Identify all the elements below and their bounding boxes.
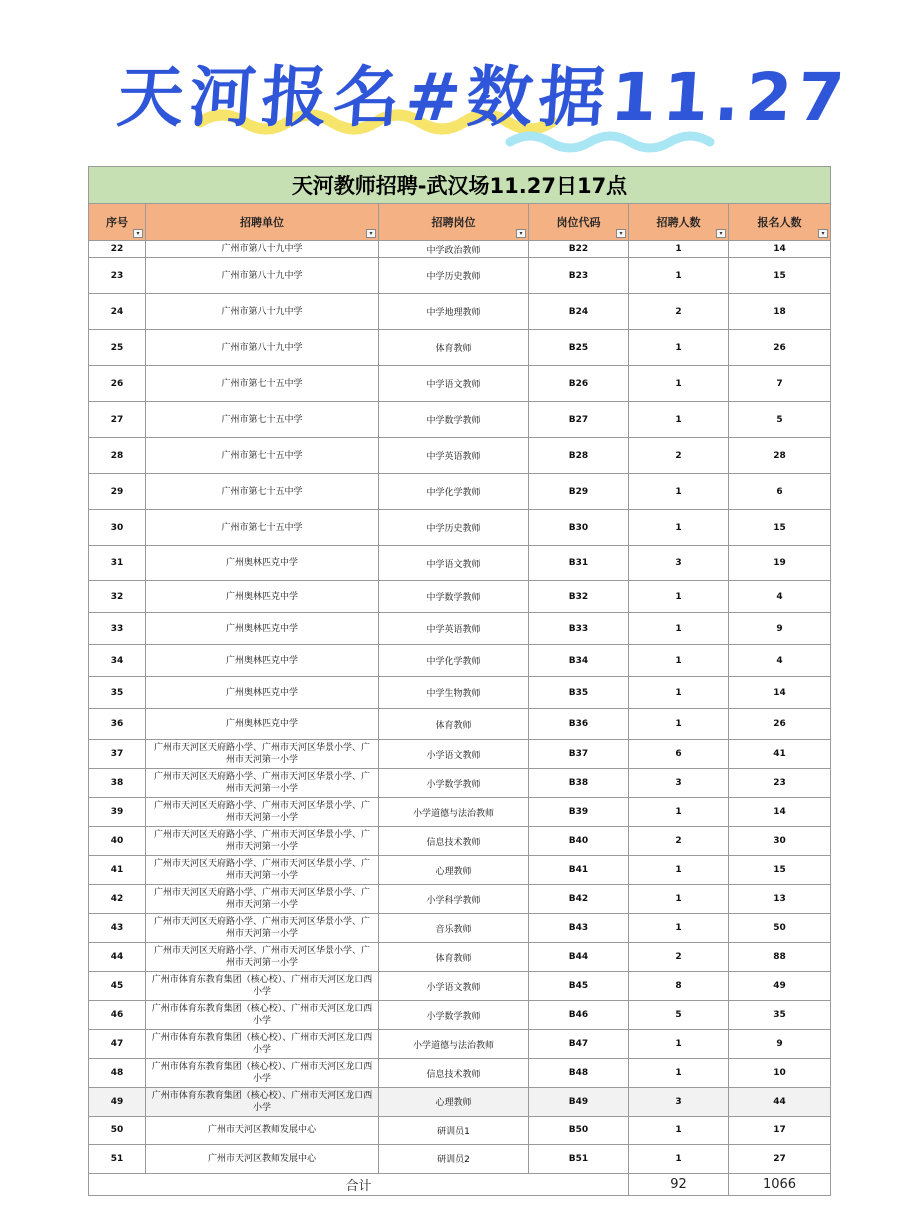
table-row <box>89 1030 831 1059</box>
post-cell: 中学语文教师 <box>379 546 529 581</box>
applicants-cell: 27 <box>729 1145 831 1174</box>
row-number: 28 <box>89 438 146 474</box>
post-code-cell: B41 <box>529 856 629 885</box>
row-number: 31 <box>89 546 146 581</box>
post-cell: 研训员2 <box>379 1145 529 1174</box>
table-row <box>89 827 831 856</box>
total-label: 合计 <box>89 1173 629 1195</box>
table-row <box>89 914 831 943</box>
unit-cell: 广州市第七十五中学 <box>146 474 379 510</box>
post-cell: 中学数学教师 <box>379 402 529 438</box>
unit-cell: 广州市天河区教师发展中心 <box>146 1116 379 1145</box>
post-cell: 中学生物教师 <box>379 677 529 709</box>
post-cell: 中学语文教师 <box>379 366 529 402</box>
row-number: 38 <box>89 769 146 798</box>
unit-cell: 广州市天河区天府路小学、广州市天河区华景小学、广州市天河第一小学 <box>146 914 379 943</box>
applicants-cell: 18 <box>729 294 831 330</box>
unit-cell: 广州市第七十五中学 <box>146 402 379 438</box>
table-row <box>89 709 831 740</box>
post-code-cell: B44 <box>529 943 629 972</box>
filter-dropdown-icon[interactable]: ▾ <box>516 229 526 238</box>
post-cell: 体育教师 <box>379 943 529 972</box>
post-code-cell: B34 <box>529 645 629 677</box>
table-row <box>89 943 831 972</box>
post-cell: 小学数学教师 <box>379 769 529 798</box>
unit-cell: 广州市体育东教育集团（核心校）、广州市天河区龙口西小学 <box>146 1030 379 1059</box>
quota-cell: 2 <box>629 294 729 330</box>
quota-cell: 1 <box>629 856 729 885</box>
post-code-cell: B28 <box>529 438 629 474</box>
applicants-cell: 26 <box>729 330 831 366</box>
post-cell: 研训员1 <box>379 1116 529 1145</box>
quota-cell: 3 <box>629 1088 729 1117</box>
row-number: 30 <box>89 510 146 546</box>
post-cell: 体育教师 <box>379 709 529 740</box>
applicants-cell: 14 <box>729 241 831 258</box>
row-number: 47 <box>89 1030 146 1059</box>
unit-cell: 广州奥林匹克中学 <box>146 613 379 645</box>
post-cell: 小学科学教师 <box>379 885 529 914</box>
column-header: 招聘单位 ▾ <box>146 204 379 241</box>
unit-cell: 广州市体育东教育集团（核心校）、广州市天河区龙口西小学 <box>146 972 379 1001</box>
post-cell: 中学化学教师 <box>379 474 529 510</box>
post-code-cell: B22 <box>529 241 629 258</box>
table-row <box>89 769 831 798</box>
quota-cell: 2 <box>629 943 729 972</box>
post-cell: 中学英语教师 <box>379 438 529 474</box>
table-row <box>89 294 831 330</box>
post-code-cell: B39 <box>529 798 629 827</box>
unit-cell: 广州市体育东教育集团（核心校）、广州市天河区龙口西小学 <box>146 1059 379 1088</box>
unit-cell: 广州奥林匹克中学 <box>146 709 379 740</box>
table-row <box>89 645 831 677</box>
post-code-cell: B27 <box>529 402 629 438</box>
row-number: 33 <box>89 613 146 645</box>
post-cell: 信息技术教师 <box>379 827 529 856</box>
applicants-cell: 9 <box>729 1030 831 1059</box>
applicants-cell: 28 <box>729 438 831 474</box>
quota-cell: 1 <box>629 1116 729 1145</box>
column-header: 序号 ▾ <box>89 204 146 241</box>
table-row <box>89 740 831 769</box>
row-number: 43 <box>89 914 146 943</box>
table-row <box>89 856 831 885</box>
quota-cell: 1 <box>629 677 729 709</box>
quota-cell: 1 <box>629 258 729 294</box>
filter-dropdown-icon[interactable]: ▾ <box>616 229 626 238</box>
applicants-cell: 44 <box>729 1088 831 1117</box>
filter-dropdown-icon[interactable]: ▾ <box>818 229 828 238</box>
quota-cell: 2 <box>629 827 729 856</box>
unit-cell: 广州市体育东教育集团（核心校）、广州市天河区龙口西小学 <box>146 1001 379 1030</box>
post-cell: 中学历史教师 <box>379 510 529 546</box>
table-row <box>89 677 831 709</box>
post-code-cell: B37 <box>529 740 629 769</box>
applicants-cell: 88 <box>729 943 831 972</box>
applicants-cell: 4 <box>729 645 831 677</box>
row-number: 44 <box>89 943 146 972</box>
quota-cell: 1 <box>629 1145 729 1174</box>
post-code-cell: B23 <box>529 258 629 294</box>
applicants-cell: 30 <box>729 827 831 856</box>
table-row <box>89 1059 831 1088</box>
unit-cell: 广州市第八十九中学 <box>146 258 379 294</box>
post-code-cell: B35 <box>529 677 629 709</box>
applicants-cell: 15 <box>729 856 831 885</box>
post-code-cell: B33 <box>529 613 629 645</box>
table-row <box>89 1001 831 1030</box>
quota-cell: 1 <box>629 1030 729 1059</box>
post-cell: 中学历史教师 <box>379 258 529 294</box>
column-header: 报名人数 ▾ <box>729 204 831 241</box>
post-code-cell: B43 <box>529 914 629 943</box>
table-row <box>89 1145 831 1174</box>
applicants-cell: 14 <box>729 798 831 827</box>
applicants-cell: 49 <box>729 972 831 1001</box>
table-row <box>89 474 831 510</box>
quota-cell: 1 <box>629 474 729 510</box>
row-number: 26 <box>89 366 146 402</box>
quota-cell: 3 <box>629 769 729 798</box>
row-number: 40 <box>89 827 146 856</box>
post-cell: 小学数学教师 <box>379 1001 529 1030</box>
applicants-cell: 15 <box>729 510 831 546</box>
unit-cell: 广州市天河区天府路小学、广州市天河区华景小学、广州市天河第一小学 <box>146 885 379 914</box>
unit-cell: 广州市第八十九中学 <box>146 241 379 258</box>
quota-cell: 1 <box>629 709 729 740</box>
filter-dropdown-icon[interactable]: ▾ <box>366 229 376 238</box>
quota-cell: 5 <box>629 1001 729 1030</box>
row-number: 25 <box>89 330 146 366</box>
row-number: 37 <box>89 740 146 769</box>
unit-cell: 广州市天河区天府路小学、广州市天河区华景小学、广州市天河第一小学 <box>146 856 379 885</box>
table-row <box>89 258 831 294</box>
total-applicants: 1066 <box>729 1173 831 1195</box>
row-number: 23 <box>89 258 146 294</box>
row-number: 34 <box>89 645 146 677</box>
quota-cell: 1 <box>629 402 729 438</box>
quota-cell: 1 <box>629 241 729 258</box>
post-code-cell: B40 <box>529 827 629 856</box>
quota-cell: 2 <box>629 438 729 474</box>
applicants-cell: 26 <box>729 709 831 740</box>
applicants-cell: 41 <box>729 740 831 769</box>
unit-cell: 广州市天河区天府路小学、广州市天河区华景小学、广州市天河第一小学 <box>146 798 379 827</box>
unit-cell: 广州奥林匹克中学 <box>146 645 379 677</box>
unit-cell: 广州市第八十九中学 <box>146 294 379 330</box>
post-code-cell: B47 <box>529 1030 629 1059</box>
post-cell: 信息技术教师 <box>379 1059 529 1088</box>
column-header: 岗位代码 ▾ <box>529 204 629 241</box>
unit-cell: 广州市天河区天府路小学、广州市天河区华景小学、广州市天河第一小学 <box>146 769 379 798</box>
applicants-cell: 13 <box>729 885 831 914</box>
post-code-cell: B26 <box>529 366 629 402</box>
table-row <box>89 546 831 581</box>
row-number: 41 <box>89 856 146 885</box>
post-code-cell: B24 <box>529 294 629 330</box>
table-row <box>89 241 831 258</box>
row-number: 51 <box>89 1145 146 1174</box>
table-row <box>89 581 831 613</box>
applicants-cell: 4 <box>729 581 831 613</box>
table-row <box>89 330 831 366</box>
unit-cell: 广州市天河区天府路小学、广州市天河区华景小学、广州市天河第一小学 <box>146 827 379 856</box>
post-cell: 小学语文教师 <box>379 972 529 1001</box>
table-row <box>89 366 831 402</box>
quota-cell: 8 <box>629 972 729 1001</box>
post-code-cell: B25 <box>529 330 629 366</box>
unit-cell: 广州奥林匹克中学 <box>146 581 379 613</box>
quota-cell: 1 <box>629 1059 729 1088</box>
post-code-cell: B45 <box>529 972 629 1001</box>
table-row <box>89 438 831 474</box>
post-code-cell: B30 <box>529 510 629 546</box>
row-number: 22 <box>89 241 146 258</box>
table-row <box>89 885 831 914</box>
applicants-cell: 19 <box>729 546 831 581</box>
table-row <box>89 402 831 438</box>
post-code-cell: B32 <box>529 581 629 613</box>
post-code-cell: B38 <box>529 769 629 798</box>
applicants-cell: 17 <box>729 1116 831 1145</box>
applicants-cell: 10 <box>729 1059 831 1088</box>
post-cell: 中学数学教师 <box>379 581 529 613</box>
post-cell: 体育教师 <box>379 330 529 366</box>
quota-cell: 1 <box>629 366 729 402</box>
applicants-cell: 15 <box>729 258 831 294</box>
unit-cell: 广州市第七十五中学 <box>146 366 379 402</box>
post-code-cell: B31 <box>529 546 629 581</box>
post-cell: 小学语文教师 <box>379 740 529 769</box>
table-row <box>89 510 831 546</box>
total-quota: 92 <box>629 1173 729 1195</box>
post-code-cell: B51 <box>529 1145 629 1174</box>
row-number: 45 <box>89 972 146 1001</box>
post-cell: 心理教师 <box>379 1088 529 1117</box>
post-cell: 中学政治教师 <box>379 241 529 258</box>
quota-cell: 1 <box>629 645 729 677</box>
applicants-cell: 6 <box>729 474 831 510</box>
applicants-cell: 5 <box>729 402 831 438</box>
applicants-cell: 50 <box>729 914 831 943</box>
post-cell: 小学道德与法治教师 <box>379 1030 529 1059</box>
filter-dropdown-icon[interactable]: ▾ <box>716 229 726 238</box>
page-heading <box>0 30 918 150</box>
applicants-cell: 14 <box>729 677 831 709</box>
post-cell: 小学道德与法治教师 <box>379 798 529 827</box>
recruitment-table <box>88 166 831 1196</box>
post-cell: 音乐教师 <box>379 914 529 943</box>
unit-cell: 广州市第八十九中学 <box>146 330 379 366</box>
post-code-cell: B42 <box>529 885 629 914</box>
table-row <box>89 613 831 645</box>
row-number: 36 <box>89 709 146 740</box>
applicants-cell: 23 <box>729 769 831 798</box>
quota-cell: 6 <box>629 740 729 769</box>
filter-dropdown-icon[interactable]: ▾ <box>133 229 143 238</box>
table-row <box>89 972 831 1001</box>
table-banner: 天河教师招聘-武汉场11.27日17点 <box>89 167 831 204</box>
post-code-cell: B50 <box>529 1116 629 1145</box>
row-number: 49 <box>89 1088 146 1117</box>
column-header: 招聘岗位 ▾ <box>379 204 529 241</box>
post-cell: 心理教师 <box>379 856 529 885</box>
unit-cell: 广州市天河区教师发展中心 <box>146 1145 379 1174</box>
quota-cell: 1 <box>629 613 729 645</box>
post-code-cell: B36 <box>529 709 629 740</box>
quota-cell: 3 <box>629 546 729 581</box>
unit-cell: 广州市第七十五中学 <box>146 438 379 474</box>
post-code-cell: B29 <box>529 474 629 510</box>
quota-cell: 1 <box>629 581 729 613</box>
table-row <box>89 798 831 827</box>
unit-cell: 广州市天河区天府路小学、广州市天河区华景小学、广州市天河第一小学 <box>146 740 379 769</box>
post-code-cell: B48 <box>529 1059 629 1088</box>
row-number: 50 <box>89 1116 146 1145</box>
post-code-cell: B49 <box>529 1088 629 1117</box>
row-number: 48 <box>89 1059 146 1088</box>
quota-cell: 1 <box>629 510 729 546</box>
quota-cell: 1 <box>629 914 729 943</box>
applicants-cell: 9 <box>729 613 831 645</box>
applicants-cell: 35 <box>729 1001 831 1030</box>
unit-cell: 广州市体育东教育集团（核心校）、广州市天河区龙口西小学 <box>146 1088 379 1117</box>
table-row <box>89 1088 831 1117</box>
column-header-row <box>89 204 831 241</box>
row-number: 39 <box>89 798 146 827</box>
unit-cell: 广州市第七十五中学 <box>146 510 379 546</box>
row-number: 29 <box>89 474 146 510</box>
post-cell: 中学化学教师 <box>379 645 529 677</box>
table-row <box>89 1116 831 1145</box>
total-row <box>89 1173 831 1195</box>
row-number: 27 <box>89 402 146 438</box>
applicants-cell: 7 <box>729 366 831 402</box>
quota-cell: 1 <box>629 798 729 827</box>
unit-cell: 广州奥林匹克中学 <box>146 677 379 709</box>
row-number: 24 <box>89 294 146 330</box>
quota-cell: 1 <box>629 330 729 366</box>
column-header: 招聘人数 ▾ <box>629 204 729 241</box>
post-cell: 中学地理教师 <box>379 294 529 330</box>
page-title: 天河报名#数据11.27 <box>114 59 853 136</box>
row-number: 42 <box>89 885 146 914</box>
row-number: 46 <box>89 1001 146 1030</box>
unit-cell: 广州市天河区天府路小学、广州市天河区华景小学、广州市天河第一小学 <box>146 943 379 972</box>
post-cell: 中学英语教师 <box>379 613 529 645</box>
row-number: 35 <box>89 677 146 709</box>
post-code-cell: B46 <box>529 1001 629 1030</box>
row-number: 32 <box>89 581 146 613</box>
quota-cell: 1 <box>629 885 729 914</box>
unit-cell: 广州奥林匹克中学 <box>146 546 379 581</box>
